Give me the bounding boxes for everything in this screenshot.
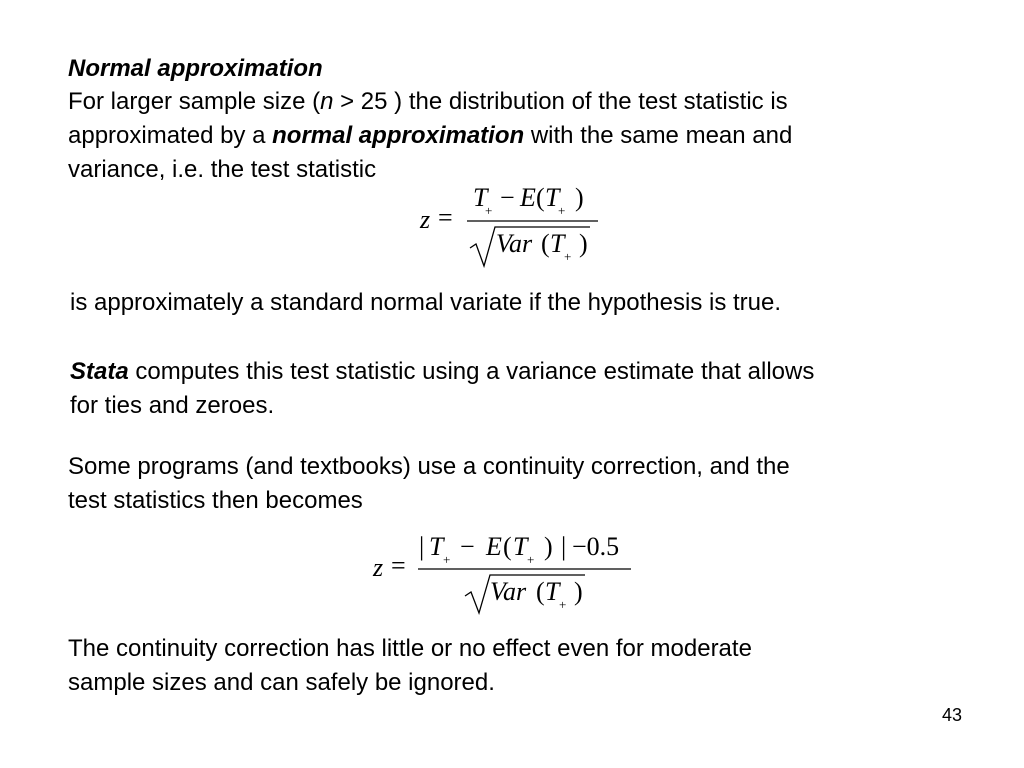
slide-heading: Normal approximation [68, 55, 323, 82]
numerator-minus: − [500, 183, 515, 212]
denominator-T: T [550, 229, 565, 258]
conclusion-line-2: sample sizes and can safely be ignored. [68, 669, 495, 696]
intro-line-1: For larger sample size (n > 25 ) the distribution of the test statistic is [68, 88, 788, 115]
num2-T2-plus-sub: + [527, 552, 535, 567]
num2-T-plus-sub: + [443, 552, 451, 567]
equals2-sign: = [391, 551, 406, 580]
numerator-T-plus-sub: + [485, 203, 493, 218]
numerator-rparen: ) [575, 183, 584, 212]
den2-T: T [545, 577, 560, 606]
stata-line-1: Stata computes this test statistic using a variance estimate that allows [70, 358, 815, 385]
denominator-T-plus-sub: + [564, 249, 572, 264]
continuity-line-1: Some programs (and textbooks) use a continuity correction, and the [68, 453, 790, 480]
den2-rparen: ) [574, 577, 583, 606]
denominator-Var: Var [496, 229, 533, 258]
numerator-E: E [520, 183, 536, 212]
numerator-T2: T [545, 183, 560, 212]
numerator-lparen: ( [536, 183, 545, 212]
intro-line-3: variance, i.e. the test statistic [68, 156, 377, 183]
num2-lparen: ( [503, 532, 512, 561]
abs-bar-left: | [419, 532, 425, 561]
stata-line-2: for ties and zeroes. [70, 392, 275, 419]
numerator-T: T [473, 183, 488, 212]
num2-minus: − [460, 532, 475, 561]
num2-rparen: ) [544, 532, 553, 561]
stata-name: Stata [70, 358, 129, 385]
standard-normal-text: is approximately a standard normal variate if the hypothesis is true. [70, 289, 782, 316]
intro-line-2: approximated by a normal approximation with the same mean and [68, 122, 793, 149]
denominator-rparen: ) [579, 229, 588, 258]
num2-T: T [429, 532, 444, 561]
denominator-lparen: ( [541, 229, 550, 258]
den2-T-plus-sub: + [559, 597, 567, 612]
minus-half: −0.5 [572, 532, 620, 561]
equals-sign: = [438, 203, 453, 232]
normal-approximation-emphasis: normal approximation [272, 122, 525, 149]
continuity-line-2: test statistics then becomes [68, 487, 363, 514]
n-variable: n [320, 88, 334, 115]
den2-lparen: ( [536, 577, 545, 606]
numerator-T2-plus-sub: + [558, 203, 566, 218]
page-number: 43 [941, 705, 962, 725]
num2-E: E [486, 532, 502, 561]
z2-symbol: z [373, 553, 384, 582]
den2-Var: Var [490, 577, 527, 606]
abs-bar-right: | [561, 532, 567, 561]
conclusion-line-1: The continuity correction has little or no effect even for moderate [68, 635, 752, 662]
z-symbol: z [420, 205, 431, 234]
num2-T2: T [513, 532, 528, 561]
